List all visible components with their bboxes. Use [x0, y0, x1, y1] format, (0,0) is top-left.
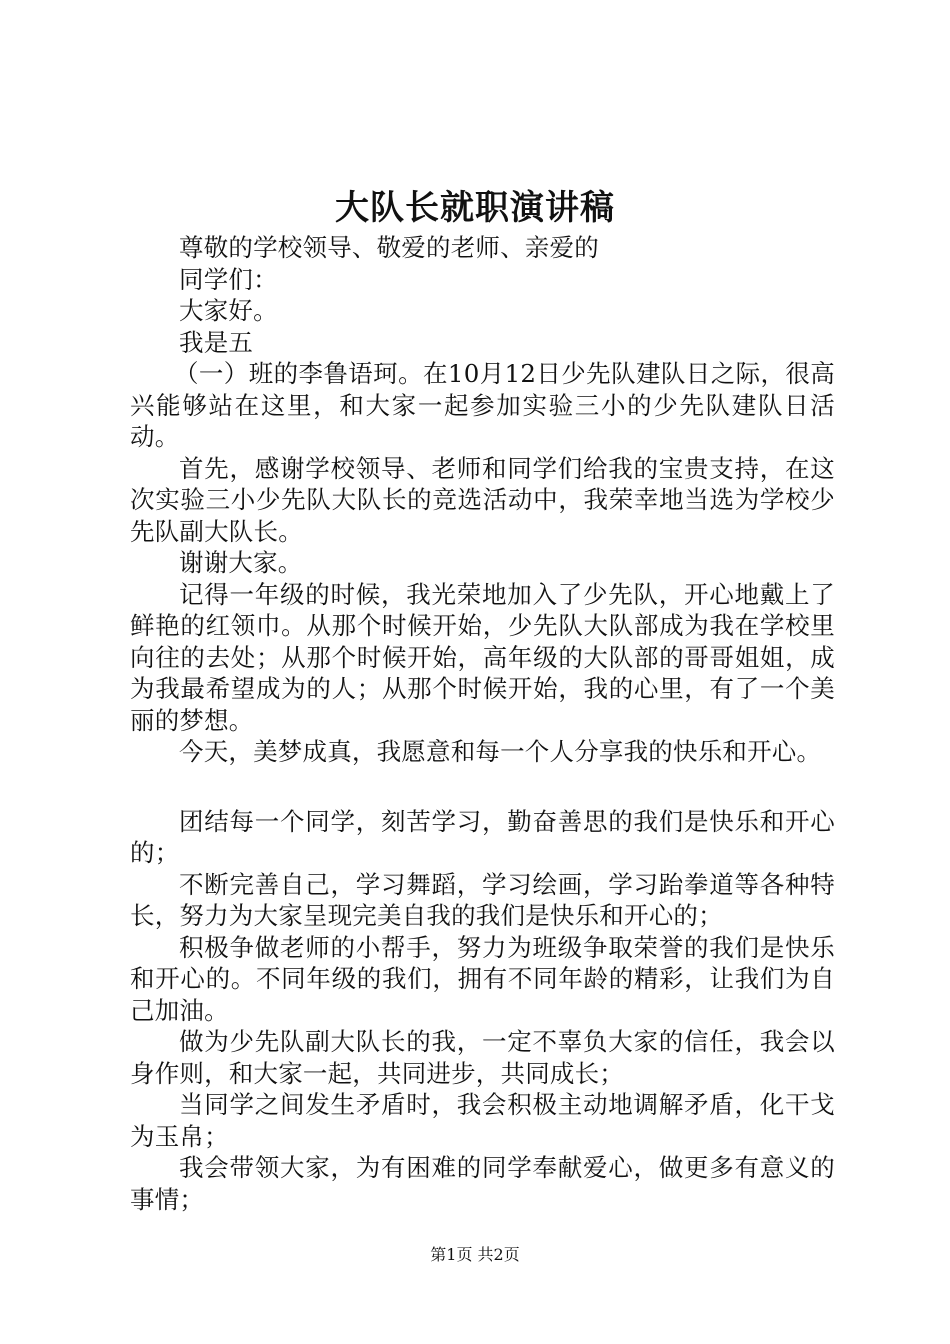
paragraph-spacer [130, 768, 835, 806]
paragraph-thank-you: 谢谢大家。 [179, 548, 303, 577]
paragraph-kindness: 我会带领大家，为有困难的同学奉献爱心，做更多有意义的事情； [130, 1153, 835, 1214]
paragraph-salutation: 尊敬的学校领导、敬爱的老师、亲爱的 [179, 233, 599, 262]
paragraph-promise: 做为少先队副大队长的我，一定不辜负大家的信任，我会以身作则，和大家一起，共同进步，共同成长； [130, 1027, 835, 1088]
document-body [130, 232, 835, 1215]
paragraph-unity: 团结每一个同学，刻苦学习，勤奋善思的我们是快乐和开心的； [130, 806, 835, 867]
paragraph-thanks: 首先，感谢学校领导、老师和同学们给我的宝贵支持，在这次实验三小少先队大队长的竞选活动中，我荣幸地当选为学校少先队副大队长。 [130, 453, 835, 546]
paragraph-self-improvement: 不断完善自己，学习舞蹈，学习绘画，学习跆拳道等各种特长，努力为大家呈现完美自我的我们是快乐和开心的； [130, 869, 835, 930]
paragraph-mediation: 当同学之间发生矛盾时，我会积极主动地调解矛盾，化干戈为玉帛； [130, 1090, 835, 1151]
paragraph-dream-come-true: 今天，美梦成真，我愿意和每一个人分享我的快乐和开心。 [179, 737, 822, 766]
paragraph-salutation-cont: 同学们： [179, 264, 278, 294]
paragraph-greeting: 大家好。 [179, 296, 278, 325]
page-footer: 第1页 共2页 [430, 1245, 520, 1264]
paragraph-helper: 积极争做老师的小帮手，努力为班级争取荣誉的我们是快乐和开心的。不同年级的我们，拥有不同年龄的精彩，让我们为自己加油。 [130, 932, 835, 1025]
document-title: 大队长就职演讲稿 [335, 188, 615, 228]
paragraph-intro: （一）班的李鲁语珂。在10月12日少先队建队日之际，很高兴能够站在这里，和大家一起参加实验三小的少先队建队日活动。 [130, 359, 835, 451]
paragraph-intro-start: 我是五 [179, 327, 254, 357]
paragraph-memory: 记得一年级的时候，我光荣地加入了少先队，开心地戴上了鲜艳的红领巾。从那个时候开始，少先队大队部成为我在学校里向往的去处；从那个时候开始，高年级的大队部的哥哥姐姐，成为我最希望成为的人；从那个时候开始，我的心里，有了一个美丽的梦想。 [130, 579, 835, 735]
